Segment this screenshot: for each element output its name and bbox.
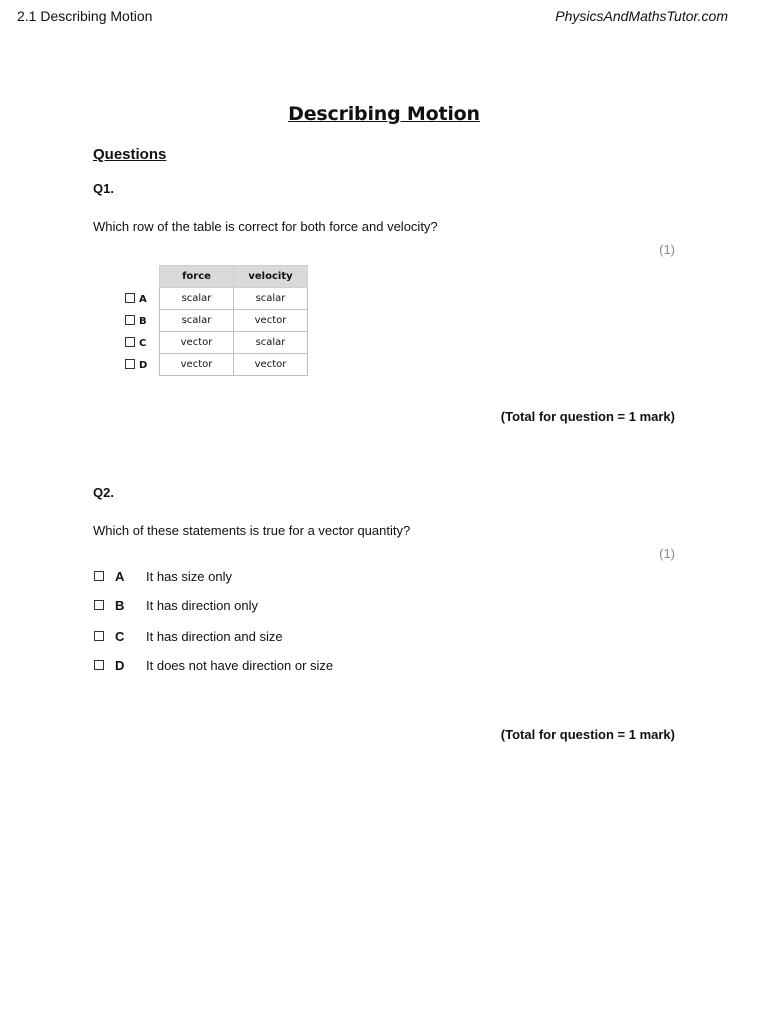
option-letter: C — [139, 337, 147, 349]
option-text: It has direction and size — [146, 629, 283, 644]
checkbox-icon[interactable] — [94, 660, 104, 670]
option-a-select[interactable] — [125, 288, 160, 310]
header-site: PhysicsAndMathsTutor.com — [555, 8, 728, 24]
header-topic: 2.1 Describing Motion — [17, 8, 153, 24]
cell-velocity: vector — [234, 354, 308, 376]
table-row — [125, 310, 308, 332]
checkbox-icon[interactable] — [94, 631, 104, 641]
q2-marks: (1) — [659, 546, 675, 561]
section-heading: Questions — [93, 146, 167, 163]
checkbox-icon[interactable] — [125, 315, 135, 325]
q1-total: (Total for question = 1 mark) — [500, 409, 675, 424]
cell-force: scalar — [160, 310, 234, 332]
option-text: It has direction only — [146, 598, 259, 613]
option-letter: A — [115, 569, 125, 584]
checkbox-icon[interactable] — [125, 359, 135, 369]
q1-marks: (1) — [659, 242, 675, 257]
table-row — [125, 332, 308, 354]
cell-velocity: scalar — [234, 288, 308, 310]
table-row — [125, 354, 308, 376]
column-header-force: force — [160, 266, 234, 288]
checkbox-icon[interactable] — [94, 571, 104, 581]
option-d-select[interactable] — [125, 354, 160, 376]
option-letter: C — [115, 629, 125, 644]
page-title: Describing Motion — [288, 103, 480, 125]
option-letter: D — [139, 359, 148, 371]
q1-text: Which row of the table is correct for both force and velocity? — [93, 219, 438, 234]
q2-text: Which of these statements is true for a vector quantity? — [93, 523, 411, 538]
checkbox-icon[interactable] — [125, 337, 135, 347]
cell-velocity: scalar — [234, 332, 308, 354]
option-letter: A — [139, 293, 147, 305]
option-letter: B — [115, 598, 125, 613]
cell-force: vector — [160, 354, 234, 376]
checkbox-icon[interactable] — [125, 293, 135, 303]
table-header-row — [125, 266, 308, 288]
q2-total: (Total for question = 1 mark) — [500, 727, 675, 742]
q2-label: Q2. — [93, 485, 114, 500]
option-letter: D — [115, 658, 125, 673]
option-letter: B — [139, 315, 147, 327]
option-text: It does not have direction or size — [146, 658, 334, 673]
option-c-select[interactable] — [125, 332, 160, 354]
cell-velocity: vector — [234, 310, 308, 332]
cell-force: scalar — [160, 288, 234, 310]
cell-force: vector — [160, 332, 234, 354]
checkbox-icon[interactable] — [94, 600, 104, 610]
option-text: It has size only — [146, 569, 232, 584]
column-header-velocity: velocity — [234, 266, 308, 288]
q1-answer-table — [125, 265, 308, 376]
q1-label: Q1. — [93, 181, 114, 196]
option-b-select[interactable] — [125, 310, 160, 332]
table-row — [125, 288, 308, 310]
